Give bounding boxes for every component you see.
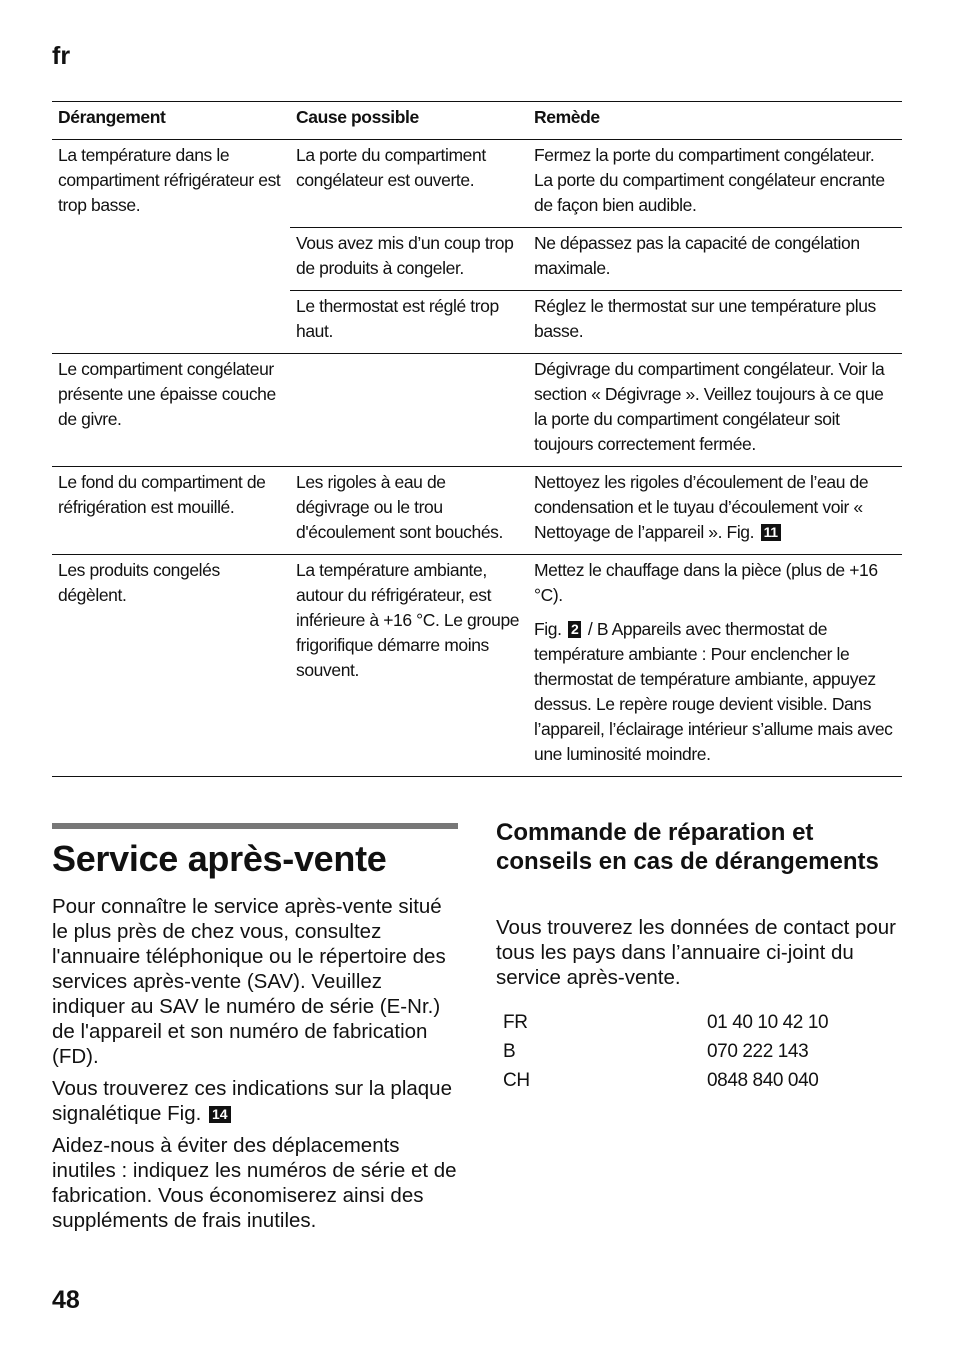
contact-country: FR [503,1011,528,1033]
troubleshooting-table [52,101,902,777]
repair-heading: Commande de réparation et conseils en cas de dérangements [496,819,879,875]
problem-cell: Le compartiment congélateur présente une épaisse couche de givre. [52,354,290,467]
cause-cell: Le thermostat est réglé trop haut. [290,291,528,354]
figure-ref-badge: 2 [568,621,581,638]
remedy-cell: Réglez le thermostat sur une température plus basse. [528,291,902,354]
remedy-cell [528,555,902,777]
contact-phone: 0848 840 040 [707,1069,819,1091]
problem-cell: Le fond du compartiment de réfrigération est mouillé. [52,467,290,555]
service-paragraph: Aidez-nous à éviter des déplacements inutiles : indiquez les numéros de série et de fabrication. Vous économiserez ainsi des suppléments de frais inutiles. [52,1134,457,1232]
contact-country: CH [503,1069,530,1091]
contact-row [496,1037,835,1066]
remedy-paragraph: Mettez le chauffage dans la pièce (plus de +16 °C). [534,560,878,605]
cause-cell: La température ambiante, autour du réfrigérateur, est inférieure à +16 °C. Le groupe frigorifique démarre moins souvent. [290,555,528,777]
figure-ref-badge: 11 [761,524,781,541]
section-rule [52,823,458,829]
table-row [52,354,902,467]
repair-body [496,915,902,990]
table-row [52,555,902,777]
service-paragraph [52,1076,458,1126]
remedy-cell [528,467,902,555]
remedy-cell: Ne dépassez pas la capacité de congélation maximale. [528,228,902,291]
contact-row [496,1008,835,1037]
repair-paragraph: Vous trouverez les données de contact pour tous les pays dans l’annuaire ci-joint du service après-vente. [496,916,897,989]
remedy-text: / B Appareils avec thermostat de température ambiante : Pour enclencher le thermostat de température ambiante, appuyez dessus. Le repère rouge devient visible. Dans l’appareil, l’éclairage intérieur s’allume mais avec une luminosité moindre. [534,619,893,764]
remedy-cell: Dégivrage du compartiment congélateur. Voir la section « Dégivrage ». Veillez toujours à ce que la porte du compartiment congélateur soit toujours correctement fermée. [528,354,902,467]
contact-country: B [503,1040,516,1062]
language-tag: fr [52,42,71,70]
cause-cell: Vous avez mis d’un coup trop de produits à congeler. [290,228,528,291]
table-header-row [52,102,902,140]
remedy-cell: Fermez la porte du compartiment congélateur. La porte du compartiment congélateur encrante de façon bien audible. [528,140,902,228]
remedy-paragraph [534,617,896,767]
table-row [52,140,902,228]
problem-cell: Les produits congelés dégèlent. [52,555,290,777]
contact-row [496,1066,835,1095]
page-number: 48 [52,1286,80,1314]
cause-cell: La porte du compartiment congélateur est ouverte. [290,140,528,228]
cause-cell: Les rigoles à eau de dégivrage ou le trou d'écoulement sont bouchés. [290,467,528,555]
remedy-text: Nettoyez les rigoles d’écoulement de l’eau de condensation et le tuyau d’écoulement voir « Nettoyage de l’appareil ». Fig. [534,472,869,542]
problem-cell: La température dans le compartiment réfrigérateur est trop basse. [52,140,290,354]
header-problem: Dérangement [52,102,290,140]
cause-cell [290,354,528,467]
fig-label: Fig. [534,619,562,639]
service-text: Vous trouverez ces indications sur la plaque signalétique Fig. [52,1077,452,1125]
service-paragraph: Pour connaître le service après-vente situé le plus près de chez vous, consultez l'annuaire téléphonique ou le répertoire des services après-vente (SAV). Veuillez indiquer au SAV le numéro de série (E-Nr.) de l'appareil et son numéro de fabrication (FD). [52,895,446,1068]
contact-table [496,1008,835,1095]
table-row [52,467,902,555]
contact-phone: 070 222 143 [707,1040,809,1062]
contact-phone: 01 40 10 42 10 [707,1011,829,1033]
header-cause: Cause possible [290,102,528,140]
service-heading: Service après-vente [52,838,387,879]
figure-ref-badge: 14 [209,1106,231,1123]
service-body [52,894,458,1240]
header-remedy: Remède [528,102,902,140]
